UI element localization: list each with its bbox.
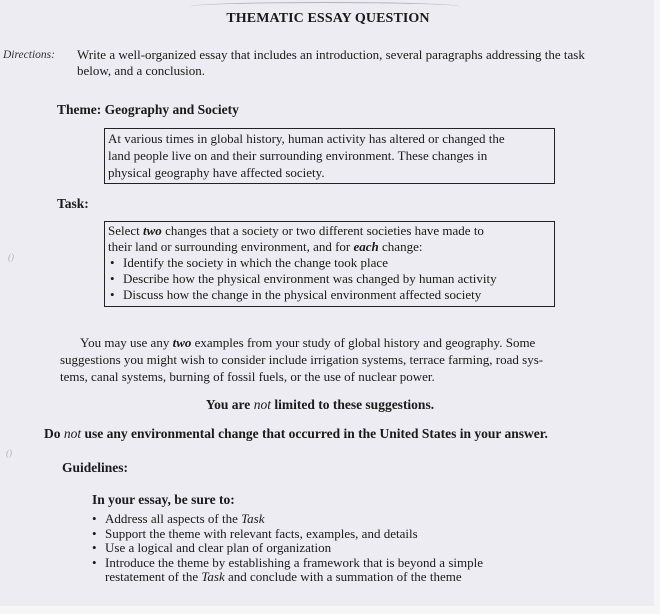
theme-box-line: physical geography have affected society. xyxy=(108,165,325,180)
bullet-icon: • xyxy=(92,511,97,526)
bullet-text: Identify the society in which the change took place xyxy=(123,255,388,270)
bullet-text: Describe how the physical environment was changed by human activity xyxy=(123,271,497,286)
guideline-item xyxy=(92,541,612,556)
text-run: Introduce the theme by establishing a framework that is beyond a simple xyxy=(105,554,483,570)
task-bullet-item xyxy=(108,287,552,303)
text-run: use any environmental change that occurred in the United States in your answer. xyxy=(81,426,548,441)
text-run: Do xyxy=(44,426,64,441)
guidelines-list xyxy=(92,512,612,585)
task-bullet-item xyxy=(108,271,552,287)
emphasis-task: Task xyxy=(241,511,265,526)
bullet-icon: • xyxy=(110,271,115,286)
bullet-icon: • xyxy=(92,540,97,555)
theme-box xyxy=(104,128,555,184)
bullet-icon: • xyxy=(110,287,115,302)
text-run: You are xyxy=(205,397,254,412)
task-heading: Task: xyxy=(57,196,89,211)
task-box xyxy=(104,221,555,307)
emphasis-two: two xyxy=(143,223,162,238)
directions-line: Write a well-organized essay that includes an introduction, several paragraphs addressing the task xyxy=(77,47,585,62)
emphasis-not: not xyxy=(253,397,271,412)
margin-mark: () xyxy=(6,448,12,458)
text-run: restatement of the xyxy=(105,569,202,584)
theme-box-line: land people live on and their surrounding environment. These changes in xyxy=(108,148,488,163)
text-run: limited to these suggestions. xyxy=(270,397,435,412)
emphasis-not: not xyxy=(63,426,82,441)
suggestions-paragraph xyxy=(60,334,620,385)
emphasis-two: two xyxy=(172,335,192,350)
text-run: changes that a society or two different societies have made to xyxy=(161,223,484,238)
bullet-icon: • xyxy=(92,554,97,570)
text-run: Address all aspects of the xyxy=(105,511,242,526)
theme-box-line: At various times in global history, human activity has altered or changed the xyxy=(108,131,505,146)
not-limited-note xyxy=(0,397,640,413)
guideline-item xyxy=(92,527,612,542)
emphasis-each: each xyxy=(353,239,379,254)
scan-artifact-line xyxy=(190,2,460,11)
guidelines-intro: In your essay, be sure to: xyxy=(92,492,235,507)
text-run: examples from your study of global history and geography. Some xyxy=(191,335,536,350)
text-run: Use a logical and clear plan of organization xyxy=(105,540,332,555)
task-intro-line xyxy=(108,239,552,255)
task-bullet-item xyxy=(108,255,552,271)
margin-mark: () xyxy=(8,252,14,262)
text-run: their land or surrounding environment, and for xyxy=(108,239,354,254)
bullet-icon: • xyxy=(110,255,115,270)
document-title: THEMATIC ESSAY QUESTION xyxy=(226,11,430,26)
text-run: change: xyxy=(378,239,423,254)
do-not-instruction xyxy=(44,426,644,442)
theme-heading: Theme: Geography and Society xyxy=(57,102,239,117)
guideline-item-continuation xyxy=(92,570,612,585)
directions-line: below, and a conclusion. xyxy=(77,63,206,78)
guideline-item xyxy=(92,512,612,527)
paragraph-line: tems, canal systems, burning of fossil fuels, or the use of nuclear power. xyxy=(60,369,435,384)
text-run: You may use any xyxy=(80,335,173,350)
directions-text xyxy=(77,47,652,79)
text-run: and conclude with a summation of the theme xyxy=(224,569,462,584)
bullet-icon: • xyxy=(92,525,97,541)
task-intro-line xyxy=(108,223,552,239)
paragraph-line xyxy=(60,334,620,351)
directions-label: Directions: xyxy=(3,49,55,61)
guideline-item xyxy=(92,556,612,571)
bullet-text: Discuss how the change in the physical environment affected society xyxy=(123,287,482,302)
guidelines-heading: Guidelines: xyxy=(62,460,129,475)
text-run: Support the theme with relevant facts, examples, and details xyxy=(105,525,418,541)
paragraph-line: suggestions you might wish to consider include irrigation systems, terrace farming, road sys- xyxy=(60,352,544,367)
text-run: Select xyxy=(108,223,144,238)
emphasis-task: Task xyxy=(201,569,225,584)
